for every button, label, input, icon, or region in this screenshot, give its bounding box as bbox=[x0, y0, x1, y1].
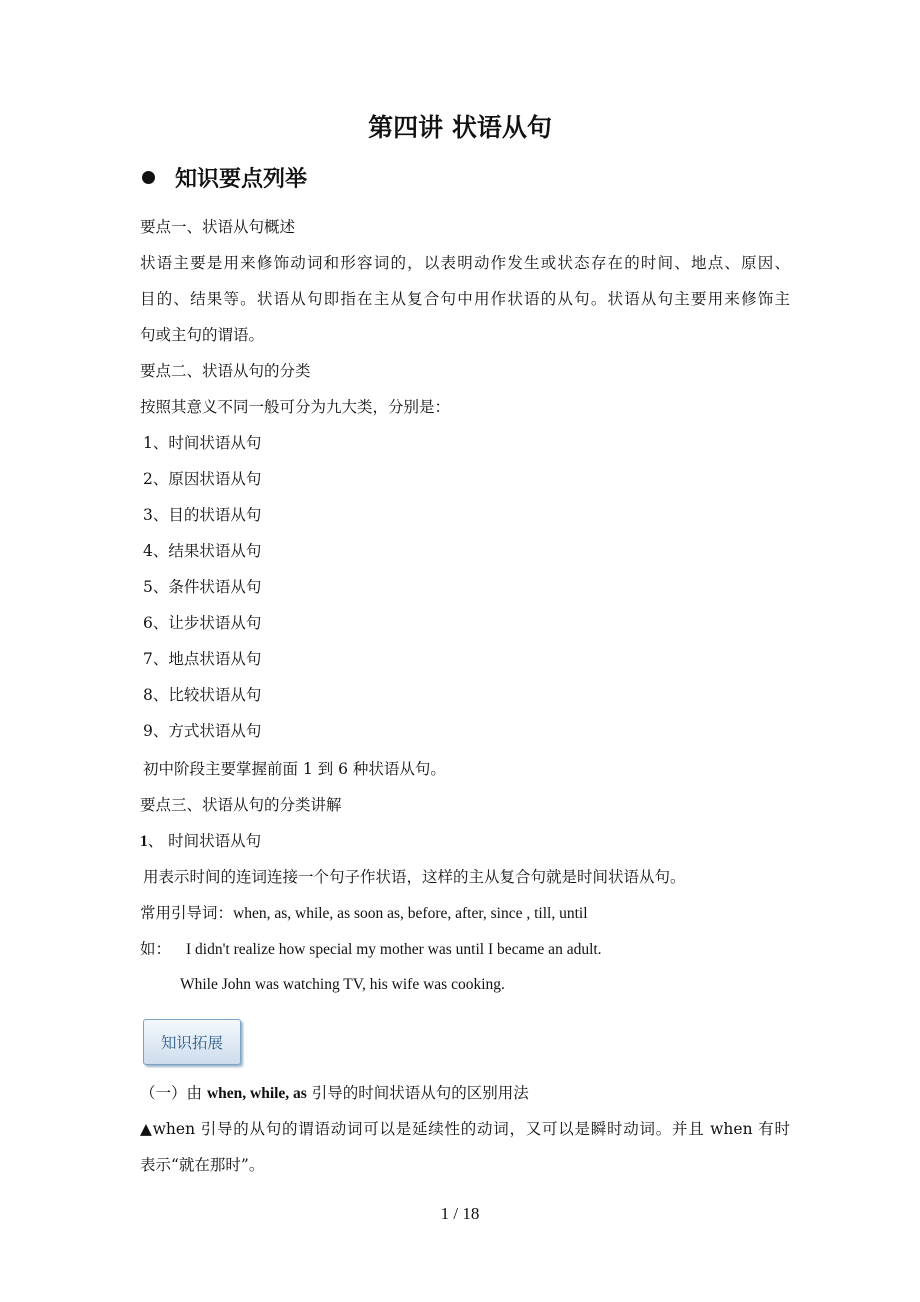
point1-para-line1: 状语主要是用来修饰动词和形容词的，以表明动作发生或状态存在的时间、地点、原因、 bbox=[140, 254, 790, 272]
page-title: 第四讲 状语从句 bbox=[368, 113, 552, 142]
category-item: 3、目的状语从句 bbox=[143, 506, 262, 524]
knowledge-extension-button[interactable] bbox=[143, 1019, 241, 1065]
point1-para-line3: 句或主句的谓语。 bbox=[140, 326, 265, 344]
conjunction-line bbox=[140, 902, 790, 925]
category-item: 7、地点状语从句 bbox=[143, 650, 262, 668]
subsection-heading bbox=[140, 830, 790, 853]
subsection-number: 1 bbox=[140, 833, 148, 850]
example-1: I didn't realize how special my mother was until I became an adult. bbox=[186, 941, 602, 958]
conjunction-list: when, as, while, as soon as, before, after, since , till, until bbox=[233, 905, 588, 922]
section-heading bbox=[140, 162, 307, 193]
sub1-definition: 用表示时间的连词连接一个句子作状语，这样的主从复合句就是时间状语从句。 bbox=[143, 868, 686, 886]
extension-heading bbox=[140, 1082, 790, 1105]
extension-heading-bold: when, while, as bbox=[206, 1085, 307, 1102]
category-item: 4、结果状语从句 bbox=[143, 542, 262, 560]
extension-heading-prefix: （一）由 bbox=[140, 1084, 207, 1102]
bullet-dot-icon bbox=[142, 171, 155, 184]
point2-intro: 按照其意义不同一般可分为九大类，分别是： bbox=[140, 398, 451, 416]
point1-heading: 要点一、状语从句概述 bbox=[140, 218, 296, 236]
point1-para-line2: 目的、结果等。状语从句即指在主从复合句中用作状语的从句。状语从句主要用来修饰主 bbox=[140, 290, 790, 308]
section-heading-text: 知识要点列举 bbox=[175, 167, 308, 192]
example-2: While John was watching TV, his wife was cooking. bbox=[180, 976, 505, 993]
example-label: 如： bbox=[140, 940, 172, 958]
example-line-1 bbox=[140, 938, 790, 961]
point2-heading: 要点二、状语从句的分类 bbox=[140, 362, 311, 380]
when-rule-line1: ▲when 引导的从句的谓语动词可以是延续性的动词，又可以是瞬时动词。并且 when 有时 bbox=[140, 1120, 790, 1138]
category-item: 1、时间状语从句 bbox=[143, 434, 262, 452]
category-item: 6、让步状语从句 bbox=[143, 614, 262, 632]
category-item: 2、原因状语从句 bbox=[143, 470, 262, 488]
category-item: 8、比较状语从句 bbox=[143, 686, 262, 704]
point3-heading: 要点三、状语从句的分类讲解 bbox=[140, 796, 342, 814]
category-item: 5、条件状语从句 bbox=[143, 578, 262, 596]
knowledge-extension-label: 知识拓展 bbox=[160, 1034, 223, 1052]
junior-note: 初中阶段主要掌握前面 1 到 6 种状语从句。 bbox=[143, 760, 446, 778]
when-rule-line2: 表示“就在那时”。 bbox=[140, 1156, 265, 1174]
conjunction-label: 常用引导词： bbox=[140, 904, 234, 922]
extension-heading-suffix: 引导的时间状语从句的区别用法 bbox=[306, 1084, 529, 1102]
subsection-title: 、 时间状语从句 bbox=[147, 832, 262, 850]
category-item: 9、方式状语从句 bbox=[143, 722, 262, 740]
page-number: 1 / 18 bbox=[440, 1204, 480, 1223]
